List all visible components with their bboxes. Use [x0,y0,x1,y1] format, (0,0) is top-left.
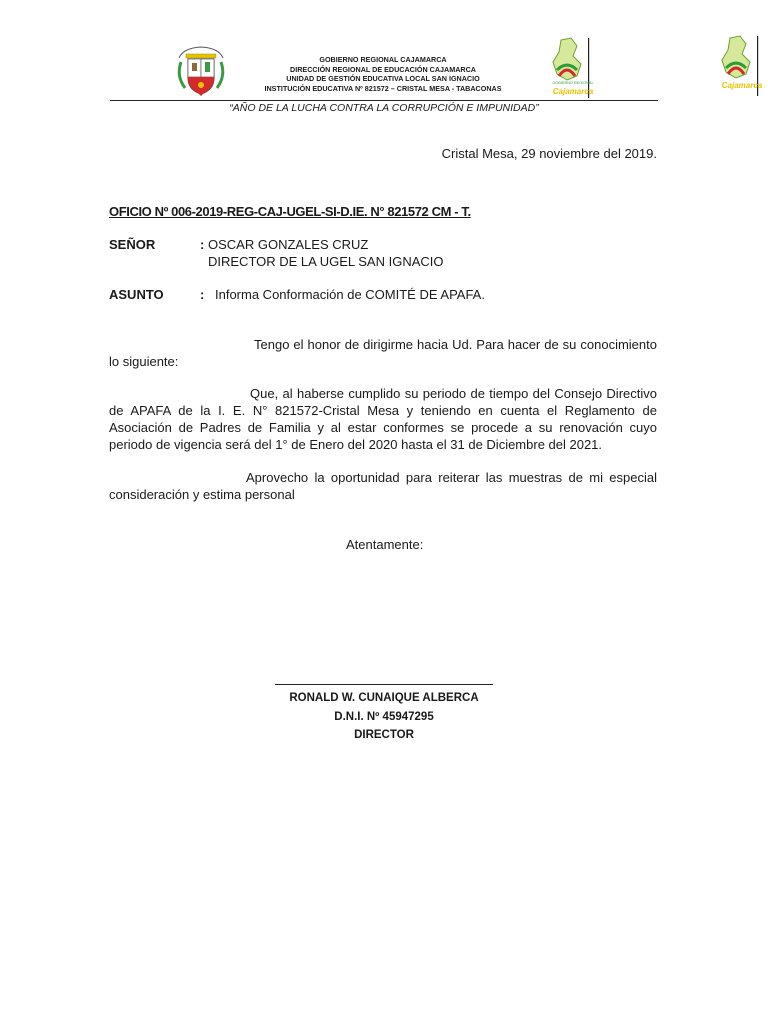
signature-line [275,684,493,685]
header-line-3: UNIDAD DE GESTIÓN EDUCATIVA LOCAL SAN IGNACIO [286,74,480,84]
signer-dni: D.N.I. Nº 45947295 [334,710,434,723]
year-motto: “AÑO DE LA LUCHA CONTRA LA CORRUPCIÓN E IMPUNIDAD” [229,102,539,114]
gobierno-regional-logo-duplicate [712,34,768,98]
gobierno-regional-logo [543,36,603,100]
header-rule [110,100,658,101]
paragraph-3: Aprovecho la oportunidad para reiterar las muestras de mi especial consideración y estima personal [109,470,657,502]
closing: Atentamente: [346,537,424,552]
recipient-name: OSCAR GONZALES CRUZ [208,237,369,252]
institution-header [230,55,536,93]
coat-of-arms-peru-icon [173,42,229,98]
paragraph-2: Que, al haberse cumplido su periodo de tiempo del Consejo Directivo de APAFA de la I. E. N° 821572-Cristal Mesa y teniendo en cuenta el Reglamento de Asociación de Padres de Familia y al estar conformes se procede a su renovación cuyo periodo de vigencia será del 1° de Enero del 2020 hasta el 31 de Diciembre del 2021. [109,386,657,452]
asunto-text: Informa Conformación de COMITÉ DE APAFA. [215,287,485,302]
signer-name: RONALD W. CUNAIQUE ALBERCA [289,692,479,704]
recipient-title: DIRECTOR DE LA UGEL SAN IGNACIO [208,254,444,269]
senor-label: SEÑOR [109,237,156,252]
header-line-2: DIRECCIÓN REGIONAL DE EDUCACIÓN CAJAMARCA [290,64,476,74]
paragraph-1: Tengo el honor de dirigirme hacia Ud. Para hacer de su conocimiento lo siguiente: [109,337,657,369]
place-date: Cristal Mesa, 29 noviembre del 2019. [441,146,657,161]
header-line-4: INSTITUCIÓN EDUCATIVA Nº 821572 – CRISTAL MESA - TABACONAS [264,83,502,93]
header-line-1: GOBIERNO REGIONAL CAJAMARCA [319,55,447,64]
asunto-colon: : [200,287,205,302]
logo-caption: GOBIERNO REGIONAL [552,81,594,85]
signature-block [254,689,514,745]
logo-brand: Cajamarca [721,81,763,90]
logo-brand: Cajamarca [552,87,594,96]
asunto-label: ASUNTO [109,287,164,302]
oficio-number: OFICIO Nº 006-2019-REG-CAJ-UGEL-SI-D.IE. N° 821572 CM - T. [109,204,471,219]
signer-role: DIRECTOR [354,729,414,741]
senor-colon: : [200,237,205,252]
